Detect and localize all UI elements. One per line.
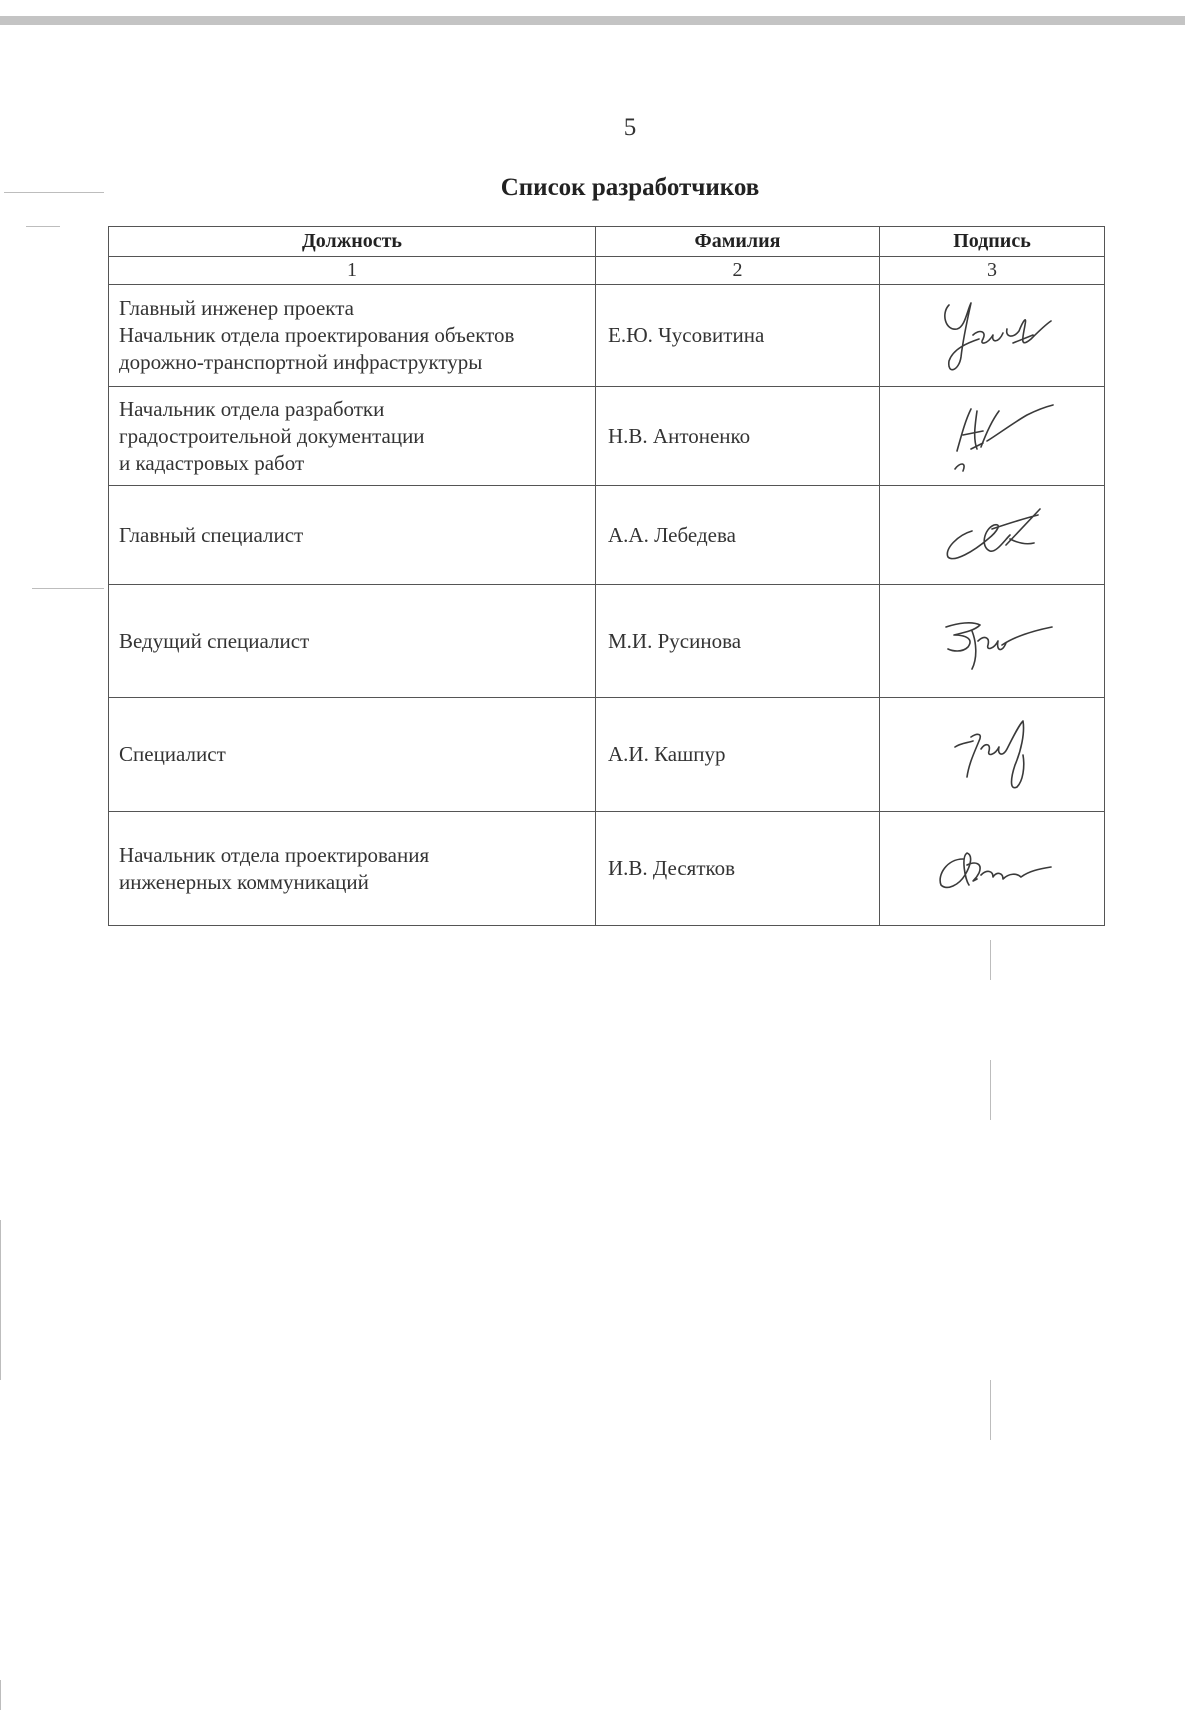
- handwritten-signature: [922, 601, 1062, 681]
- surname-cell: М.И. Русинова: [596, 585, 880, 698]
- position-line: Главный инженер проекта: [119, 296, 354, 320]
- position-line: Начальник отдела разработки: [119, 396, 385, 421]
- position-line: Ведущий специалист: [119, 628, 310, 653]
- table-row: [109, 387, 1105, 486]
- signature-cell: [880, 698, 1105, 812]
- signature-cell: [880, 387, 1105, 486]
- signature-cell: [880, 585, 1105, 698]
- scan-top-edge: [0, 16, 1185, 25]
- scan-speck: [0, 1680, 1, 1710]
- position-line: Начальник отдела проектирования объектов: [119, 323, 515, 347]
- position-cell: [109, 812, 596, 926]
- position-cell: [109, 486, 596, 585]
- position-line: градостроительной документации: [119, 423, 425, 448]
- surname-cell: А.А. Лебедева: [596, 486, 880, 585]
- surname-cell: Н.В. Антоненко: [596, 387, 880, 486]
- table-row: [109, 698, 1105, 812]
- scan-speck: [990, 940, 991, 980]
- position-line: дорожно-транспортной инфраструктуры: [119, 350, 483, 374]
- position-cell: [109, 387, 596, 486]
- surname-cell: А.И. Кашпур: [596, 698, 880, 812]
- scan-speck: [26, 226, 60, 227]
- handwritten-signature: [927, 391, 1057, 481]
- scan-speck: [990, 1380, 991, 1440]
- position-cell: [109, 285, 596, 387]
- column-header-signature: Подпись: [880, 227, 1105, 257]
- developers-table: [108, 226, 1105, 926]
- table-row: [109, 585, 1105, 698]
- signature-cell: [880, 486, 1105, 585]
- scan-speck: [32, 588, 104, 589]
- position-cell: [109, 585, 596, 698]
- table-row: [109, 486, 1105, 585]
- scan-speck: [0, 1220, 1, 1380]
- position-line: Главный специалист: [119, 522, 304, 547]
- column-header-position: Должность: [109, 227, 596, 257]
- surname-cell: И.В. Десятков: [596, 812, 880, 926]
- position-line: инженерных коммуникаций: [119, 869, 369, 894]
- handwritten-signature: [927, 291, 1057, 381]
- position-cell: [109, 698, 596, 812]
- surname-cell: Е.Ю. Чусовитина: [596, 285, 880, 387]
- scan-speck: [990, 1060, 991, 1120]
- signature-cell: [880, 285, 1105, 387]
- column-number: 2: [596, 257, 880, 285]
- column-number: 3: [880, 257, 1105, 285]
- table-header-row: [109, 227, 1105, 257]
- column-number: 1: [109, 257, 596, 285]
- column-number-row: [109, 257, 1105, 285]
- position-line: Начальник отдела проектирования: [119, 842, 430, 867]
- handwritten-signature: [917, 829, 1067, 909]
- table-row: [109, 285, 1105, 387]
- signature-cell: [880, 812, 1105, 926]
- table-row: [109, 812, 1105, 926]
- position-line: Специалист: [119, 742, 226, 766]
- handwritten-signature: [927, 707, 1057, 802]
- page-number: 5: [623, 114, 637, 141]
- column-header-surname: Фамилия: [596, 227, 880, 257]
- page-title: Список разработчиков: [500, 174, 760, 201]
- position-line: и кадастровых работ: [119, 450, 305, 475]
- handwritten-signature: [922, 495, 1062, 575]
